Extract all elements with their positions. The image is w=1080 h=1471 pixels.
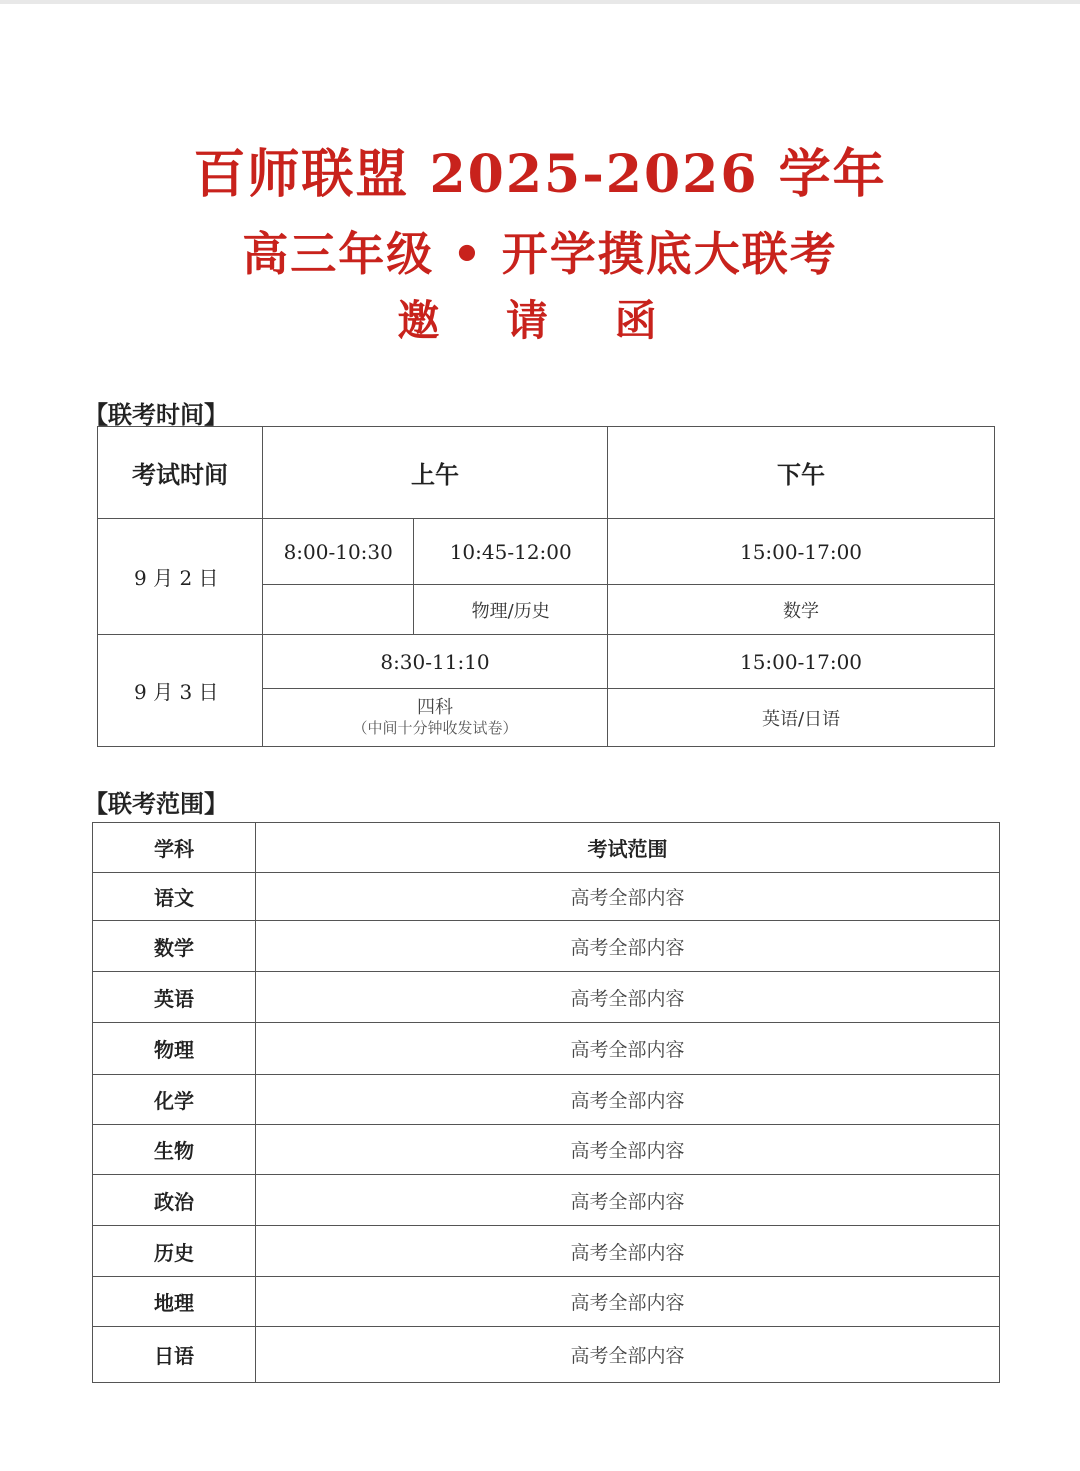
table-row bbox=[93, 1023, 1000, 1075]
schedule-section-title: 【联考时间】 bbox=[84, 401, 228, 429]
table-row bbox=[93, 1075, 1000, 1125]
day1-time-row bbox=[98, 519, 995, 585]
range-cell: 高考全部内容 bbox=[256, 1125, 1000, 1175]
table-row bbox=[93, 873, 1000, 921]
col-afternoon-header: 下午 bbox=[608, 427, 995, 519]
table-row bbox=[93, 1277, 1000, 1327]
day2-date: 9 月 3 日 bbox=[98, 635, 263, 747]
range-cell: 高考全部内容 bbox=[256, 1075, 1000, 1125]
table-row bbox=[93, 972, 1000, 1023]
table-row bbox=[93, 921, 1000, 972]
schedule-header-row bbox=[98, 427, 995, 519]
day1-am1-time: 8:00-10:30 bbox=[263, 519, 414, 585]
subject-cell: 日语 bbox=[93, 1327, 256, 1383]
table-row bbox=[93, 1125, 1000, 1175]
day2-time-row bbox=[98, 635, 995, 689]
range-cell: 高考全部内容 bbox=[256, 873, 1000, 921]
title-line-1: 百师联盟 2025-2026 学年 bbox=[193, 144, 887, 205]
col-morning-header: 上午 bbox=[263, 427, 608, 519]
col-subject-header: 学科 bbox=[93, 823, 256, 873]
range-cell: 高考全部内容 bbox=[256, 1277, 1000, 1327]
day2-pm-subject: 英语/日语 bbox=[608, 689, 995, 747]
scope-table bbox=[92, 822, 1000, 1383]
subject-cell: 地理 bbox=[93, 1277, 256, 1327]
day1-am1-subject bbox=[263, 585, 414, 635]
day1-am2-subject: 物理/历史 bbox=[414, 585, 608, 635]
scope-section-title: 【联考范围】 bbox=[84, 790, 228, 818]
title-line-3: 邀 请 函 bbox=[397, 296, 683, 345]
range-cell: 高考全部内容 bbox=[256, 921, 1000, 972]
range-cell: 高考全部内容 bbox=[256, 1023, 1000, 1075]
range-cell: 高考全部内容 bbox=[256, 1327, 1000, 1383]
col-time-header: 考试时间 bbox=[98, 427, 263, 519]
range-cell: 高考全部内容 bbox=[256, 1226, 1000, 1277]
range-cell: 高考全部内容 bbox=[256, 1175, 1000, 1226]
table-row bbox=[93, 1226, 1000, 1277]
day2-am-note: （中间十分钟收发试卷） bbox=[352, 719, 518, 738]
subject-cell: 政治 bbox=[93, 1175, 256, 1226]
top-edge bbox=[0, 0, 1080, 4]
day2-am-time: 8:30-11:10 bbox=[263, 635, 608, 689]
day2-pm-time: 15:00-17:00 bbox=[608, 635, 995, 689]
range-cell: 高考全部内容 bbox=[256, 972, 1000, 1023]
day1-pm-time: 15:00-17:00 bbox=[608, 519, 995, 585]
subject-cell: 数学 bbox=[93, 921, 256, 972]
table-row bbox=[93, 1175, 1000, 1226]
scope-header-row bbox=[93, 823, 1000, 873]
subject-cell: 物理 bbox=[93, 1023, 256, 1075]
day2-am-subject-cell bbox=[263, 689, 608, 747]
col-range-header: 考试范围 bbox=[256, 823, 1000, 873]
subject-cell: 历史 bbox=[93, 1226, 256, 1277]
subject-cell: 英语 bbox=[93, 972, 256, 1023]
schedule-table bbox=[97, 426, 995, 747]
subject-cell: 生物 bbox=[93, 1125, 256, 1175]
title-line-2: 高三年级 • 开学摸底大联考 bbox=[242, 227, 838, 281]
day1-am2-time: 10:45-12:00 bbox=[414, 519, 608, 585]
subject-cell: 语文 bbox=[93, 873, 256, 921]
subject-cell: 化学 bbox=[93, 1075, 256, 1125]
day1-pm-subject: 数学 bbox=[608, 585, 995, 635]
day2-am-subject: 四科 bbox=[417, 697, 453, 719]
day1-date: 9 月 2 日 bbox=[98, 519, 263, 635]
table-row bbox=[93, 1327, 1000, 1383]
